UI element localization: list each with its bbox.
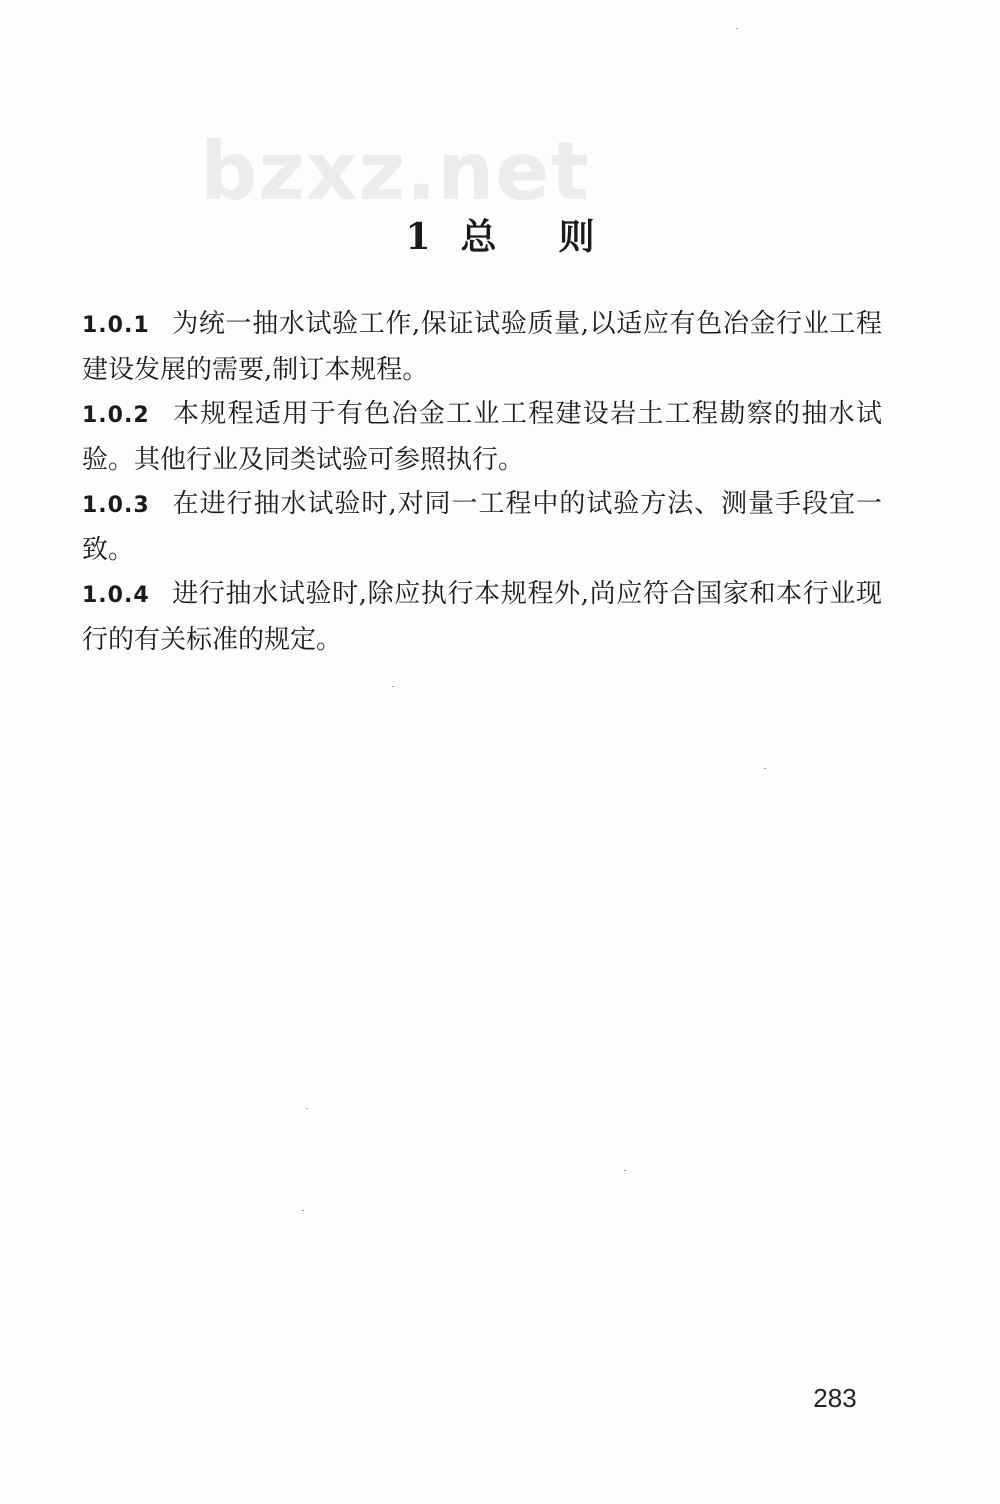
clause-text: 在进行抽水试验时,对同一工程中的试验方法、测量手段宜一致。 <box>82 489 882 565</box>
scan-speck <box>764 768 766 769</box>
page-number: 283 <box>813 1383 857 1413</box>
clause-1-0-3 <box>82 482 882 572</box>
clause-number: 1.0.3 <box>82 493 150 518</box>
clause-number: 1.0.2 <box>82 403 150 428</box>
clause-1-0-2 <box>82 392 882 482</box>
clause-1-0-4 <box>82 572 882 662</box>
scan-speck <box>302 1210 304 1211</box>
scan-speck <box>624 1170 626 1171</box>
watermark: bzxz.net <box>200 125 590 218</box>
scan-speck <box>392 686 394 687</box>
clause-text: 进行抽水试验时,除应执行本规程外,尚应符合国家和本行业现行的有关标准的规定。 <box>82 579 882 655</box>
scan-speck <box>736 28 738 29</box>
chapter-title-part2: 则 <box>558 216 595 258</box>
clause-text: 本规程适用于有色冶金工业工程建设岩土工程勘察的抽水试验。其他行业及同类试验可参照执行。 <box>82 399 882 475</box>
clause-list <box>82 302 882 662</box>
clause-text: 为统一抽水试验工作,保证试验质量,以适应有色冶金行业工程建设发展的需要,制订本规程。 <box>82 309 882 385</box>
chapter-number: 1 <box>405 216 431 258</box>
clause-number: 1.0.4 <box>82 583 150 608</box>
chapter-title-part1: 总 <box>460 216 497 258</box>
scan-speck <box>306 1108 308 1109</box>
chapter-title <box>0 212 1000 262</box>
clause-number: 1.0.1 <box>82 313 150 338</box>
clause-1-0-1 <box>82 302 882 392</box>
